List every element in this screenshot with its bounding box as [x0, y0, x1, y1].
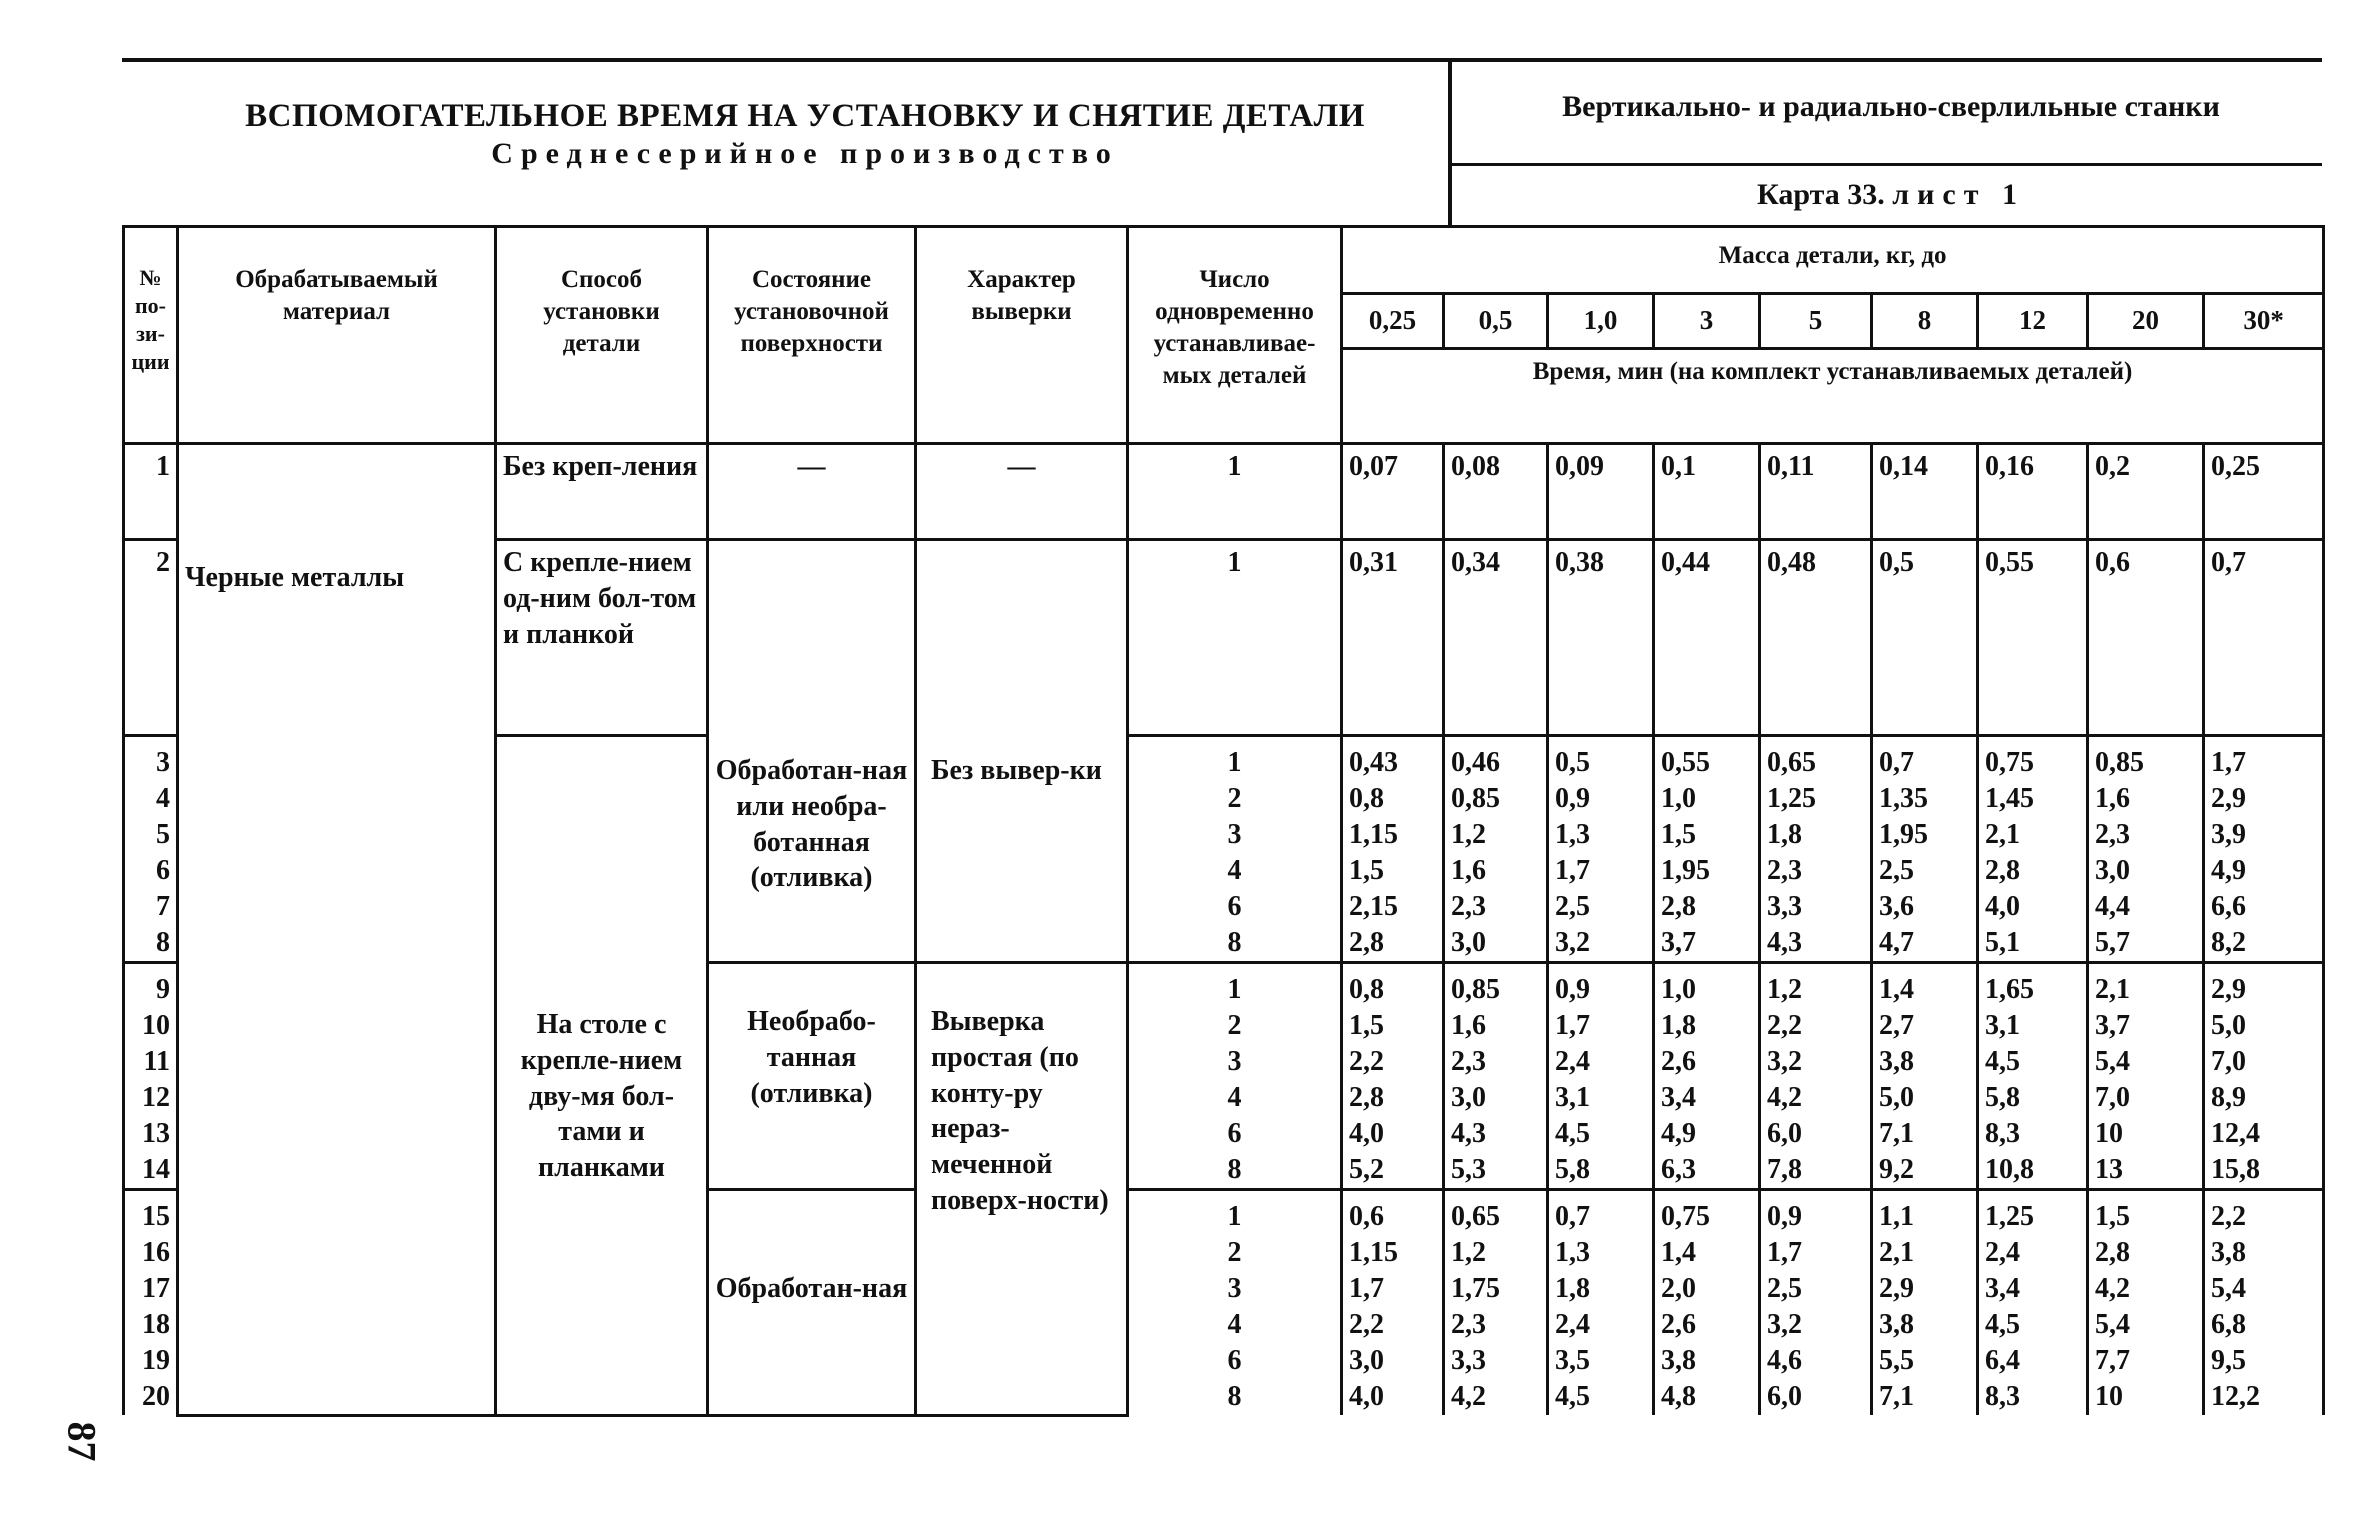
count-cell: 1: [1128, 540, 1342, 736]
time-cell: 3,7: [1654, 925, 1760, 963]
surface-cell: [708, 540, 916, 963]
time-cell: 0,1: [1654, 444, 1760, 540]
row-pos: 5: [124, 817, 178, 853]
time-cell: 2,6: [1654, 1307, 1760, 1343]
time-cell: 0,2: [2088, 444, 2204, 540]
alignment-cell: [916, 963, 1128, 1416]
col-pos: № по-зи-ции: [124, 227, 178, 444]
time-cell: 4,8: [1654, 1379, 1760, 1415]
time-cell: 0,25: [2204, 444, 2324, 540]
row-pos: 15: [124, 1190, 178, 1236]
col-time-header: Время, мин (на комплект устанавливаемых деталей): [1342, 349, 2324, 444]
mass-col: 1,0: [1548, 294, 1654, 349]
time-cell: 1,65: [1978, 963, 2088, 1009]
time-cell: 5,7: [2088, 925, 2204, 963]
time-cell: 4,0: [1342, 1116, 1444, 1152]
time-cell: 0,08: [1444, 444, 1548, 540]
time-cell: 6,0: [1760, 1116, 1872, 1152]
time-cell: 2,5: [1548, 889, 1654, 925]
time-cell: 13: [2088, 1152, 2204, 1190]
time-cell: 0,11: [1760, 444, 1872, 540]
time-cell: 7,8: [1760, 1152, 1872, 1190]
time-cell: 4,5: [1548, 1379, 1654, 1415]
time-cell: 2,6: [1654, 1044, 1760, 1080]
time-cell: 0,14: [1872, 444, 1978, 540]
time-cell: 3,0: [1444, 925, 1548, 963]
time-cell: 3,0: [1342, 1343, 1444, 1379]
time-cell: 0,5: [1548, 736, 1654, 782]
time-cell: 3,4: [1654, 1080, 1760, 1116]
count-cell: 2: [1128, 781, 1342, 817]
method-cell: Без креп-ления: [496, 444, 708, 540]
top-rule: [122, 58, 2322, 62]
time-cell: 5,0: [2204, 1008, 2324, 1044]
time-cell: 7,1: [1872, 1379, 1978, 1415]
time-cell: 5,4: [2204, 1271, 2324, 1307]
mass-col: 30*: [2204, 294, 2324, 349]
row-pos: 4: [124, 781, 178, 817]
material-cell: [178, 444, 496, 1416]
count-cell: 3: [1128, 817, 1342, 853]
time-cell: 1,35: [1872, 781, 1978, 817]
sheet-number: лист 1: [1892, 178, 2025, 211]
time-cell: 0,5: [1872, 540, 1978, 736]
time-cell: 0,16: [1978, 444, 2088, 540]
time-cell: 3,2: [1760, 1044, 1872, 1080]
time-cell: 0,07: [1342, 444, 1444, 540]
time-cell: 6,6: [2204, 889, 2324, 925]
time-cell: 10,8: [1978, 1152, 2088, 1190]
time-cell: 0,48: [1760, 540, 1872, 736]
mass-col: 12: [1978, 294, 2088, 349]
time-cell: 0,6: [1342, 1190, 1444, 1236]
time-cell: 2,8: [1978, 853, 2088, 889]
time-cell: 1,5: [1342, 1008, 1444, 1044]
time-cell: 4,5: [1978, 1044, 2088, 1080]
time-cell: 0,46: [1444, 736, 1548, 782]
time-cell: 3,8: [1872, 1044, 1978, 1080]
time-cell: 3,9: [2204, 817, 2324, 853]
time-cell: 1,25: [1760, 781, 1872, 817]
count-cell: 6: [1128, 1116, 1342, 1152]
count-cell: 6: [1128, 1343, 1342, 1379]
time-cell: 1,7: [1342, 1271, 1444, 1307]
time-cell: 1,3: [1548, 817, 1654, 853]
time-cell: 6,3: [1654, 1152, 1760, 1190]
time-cell: 7,0: [2204, 1044, 2324, 1080]
time-cell: 1,2: [1760, 963, 1872, 1009]
time-cell: 2,2: [1760, 1008, 1872, 1044]
time-cell: 0,55: [1978, 540, 2088, 736]
time-cell: 0,9: [1548, 781, 1654, 817]
time-cell: 3,6: [1872, 889, 1978, 925]
time-cell: 5,1: [1978, 925, 2088, 963]
time-cell: 4,2: [1760, 1080, 1872, 1116]
time-cell: 2,9: [2204, 963, 2324, 1009]
row-pos: 7: [124, 889, 178, 925]
time-cell: 1,3: [1548, 1235, 1654, 1271]
time-cell: 6,8: [2204, 1307, 2324, 1343]
count-cell: 1: [1128, 736, 1342, 782]
count-cell: 6: [1128, 889, 1342, 925]
count-cell: 1: [1128, 963, 1342, 1009]
count-cell: 1: [1128, 1190, 1342, 1236]
time-cell: 1,7: [1760, 1235, 1872, 1271]
row-pos: 17: [124, 1271, 178, 1307]
time-cell: 1,25: [1978, 1190, 2088, 1236]
row-pos: 9: [124, 963, 178, 1009]
alignment-label: Выверка простая (по конту-ру нераз-меченной поверх-ности): [931, 1006, 1109, 1217]
page-number: 87: [59, 1421, 105, 1462]
time-cell: 1,8: [1760, 817, 1872, 853]
row-pos: 1: [124, 444, 178, 540]
row-pos: 10: [124, 1008, 178, 1044]
time-cell: 12,4: [2204, 1116, 2324, 1152]
time-cell: 3,3: [1760, 889, 1872, 925]
row-pos: 14: [124, 1152, 178, 1190]
surface-cell: —: [708, 444, 916, 540]
time-cell: 2,8: [2088, 1235, 2204, 1271]
time-cell: 10: [2088, 1116, 2204, 1152]
time-cell: 2,3: [1760, 853, 1872, 889]
col-mass-header: Масса детали, кг, до: [1342, 227, 2324, 294]
mass-col: 0,25: [1342, 294, 1444, 349]
time-cell: 1,7: [1548, 853, 1654, 889]
time-cell: 3,2: [1760, 1307, 1872, 1343]
time-cell: 2,8: [1342, 1080, 1444, 1116]
time-cell: 2,7: [1872, 1008, 1978, 1044]
count-cell: 8: [1128, 925, 1342, 963]
row-pos: 16: [124, 1235, 178, 1271]
mass-col: 20: [2088, 294, 2204, 349]
time-cell: 2,8: [1654, 889, 1760, 925]
time-cell: 3,2: [1548, 925, 1654, 963]
time-cell: 9,2: [1872, 1152, 1978, 1190]
time-cell: 4,4: [2088, 889, 2204, 925]
method-cell: С крепле-нием од-ним бол-том и планкой: [496, 540, 708, 736]
time-cell: 2,2: [2204, 1190, 2324, 1236]
time-cell: 3,8: [1654, 1343, 1760, 1379]
time-cell: 0,34: [1444, 540, 1548, 736]
time-cell: 0,75: [1654, 1190, 1760, 1236]
time-cell: 0,44: [1654, 540, 1760, 736]
time-cell: 1,5: [1342, 853, 1444, 889]
time-cell: 1,15: [1342, 817, 1444, 853]
time-cell: 10: [2088, 1379, 2204, 1415]
time-cell: 4,5: [1548, 1116, 1654, 1152]
alignment-cell: [916, 540, 1128, 963]
card-label: [1458, 178, 2324, 212]
time-cell: 1,6: [1444, 1008, 1548, 1044]
time-cell: 4,6: [1760, 1343, 1872, 1379]
time-cell: 2,3: [2088, 817, 2204, 853]
count-cell: 4: [1128, 1080, 1342, 1116]
time-cell: 4,2: [2088, 1271, 2204, 1307]
row-pos: 18: [124, 1307, 178, 1343]
surface-label: Необрабо-танная (отливка): [747, 1006, 876, 1109]
surface-label: Обработан-ная или необра-ботанная (отливка): [715, 755, 908, 894]
time-cell: 0,7: [2204, 540, 2324, 736]
row-pos: 11: [124, 1044, 178, 1080]
time-cell: 5,4: [2088, 1307, 2204, 1343]
time-cell: 6,4: [1978, 1343, 2088, 1379]
count-cell: 3: [1128, 1044, 1342, 1080]
time-cell: 4,9: [2204, 853, 2324, 889]
time-cell: 2,3: [1444, 889, 1548, 925]
row-pos: 20: [124, 1379, 178, 1415]
time-cell: 2,4: [1548, 1044, 1654, 1080]
time-cell: 3,7: [2088, 1008, 2204, 1044]
time-cell: 1,95: [1872, 817, 1978, 853]
time-cell: 3,8: [1872, 1307, 1978, 1343]
time-cell: 5,8: [1978, 1080, 2088, 1116]
time-cell: 5,8: [1548, 1152, 1654, 1190]
time-cell: 0,09: [1548, 444, 1654, 540]
time-cell: 7,7: [2088, 1343, 2204, 1379]
time-cell: 1,2: [1444, 1235, 1548, 1271]
time-cell: 0,65: [1760, 736, 1872, 782]
time-cell: 1,5: [1654, 817, 1760, 853]
time-cell: 2,1: [2088, 963, 2204, 1009]
count-cell: 3: [1128, 1271, 1342, 1307]
time-cell: 1,45: [1978, 781, 2088, 817]
surface-cell: [708, 963, 916, 1190]
mass-col: 8: [1872, 294, 1978, 349]
time-cell: 1,1: [1872, 1190, 1978, 1236]
method-cell: [496, 736, 708, 1416]
time-cell: 0,65: [1444, 1190, 1548, 1236]
time-cell: 1,6: [1444, 853, 1548, 889]
time-cell: 1,2: [1444, 817, 1548, 853]
mass-col: 5: [1760, 294, 1872, 349]
machine-type: Вертикально- и радиально-сверлильные станки: [1562, 90, 2220, 123]
time-cell: 5,0: [1872, 1080, 1978, 1116]
time-cell: 1,0: [1654, 781, 1760, 817]
time-cell: 5,3: [1444, 1152, 1548, 1190]
row-pos: 8: [124, 925, 178, 963]
row-pos: 12: [124, 1080, 178, 1116]
time-cell: 2,2: [1342, 1044, 1444, 1080]
time-cell: 2,0: [1654, 1271, 1760, 1307]
col-surface: Состояние установочной поверхности: [708, 227, 916, 444]
time-cell: 3,8: [2204, 1235, 2324, 1271]
time-cell: 4,9: [1654, 1116, 1760, 1152]
time-cell: 0,55: [1654, 736, 1760, 782]
time-cell: 0,75: [1978, 736, 2088, 782]
time-cell: 2,9: [2204, 781, 2324, 817]
time-cell: 4,2: [1444, 1379, 1548, 1415]
time-cell: 1,7: [1548, 1008, 1654, 1044]
col-material: Обрабатываемый материал: [178, 227, 496, 444]
time-cell: 1,95: [1654, 853, 1760, 889]
time-cell: 4,3: [1760, 925, 1872, 963]
time-cell: 3,5: [1548, 1343, 1654, 1379]
row-pos: 3: [124, 736, 178, 782]
time-cell: 2,3: [1444, 1044, 1548, 1080]
time-cell: 5,5: [1872, 1343, 1978, 1379]
material-label: Черные металлы: [185, 562, 405, 593]
time-cell: 1,0: [1654, 963, 1760, 1009]
time-cell: 2,3: [1444, 1307, 1548, 1343]
time-cell: 4,0: [1342, 1379, 1444, 1415]
time-cell: 9,5: [2204, 1343, 2324, 1379]
time-cell: 2,5: [1760, 1271, 1872, 1307]
time-cell: 0,7: [1872, 736, 1978, 782]
row-pos: 2: [124, 540, 178, 736]
time-cell: 1,7: [2204, 736, 2324, 782]
surface-label: Обработан-ная: [715, 1273, 908, 1304]
card-number: Карта 33.: [1757, 178, 1885, 211]
time-cell: 2,1: [1978, 817, 2088, 853]
time-cell: 1,8: [1548, 1271, 1654, 1307]
time-cell: 4,0: [1978, 889, 2088, 925]
time-cell: 0,6: [2088, 540, 2204, 736]
time-cell: 0,8: [1342, 963, 1444, 1009]
time-cell: 4,7: [1872, 925, 1978, 963]
count-cell: 4: [1128, 853, 1342, 889]
time-table: [122, 225, 2325, 1417]
time-cell: 0,43: [1342, 736, 1444, 782]
col-alignment: Характер выверки: [916, 227, 1128, 444]
mass-col: 0,5: [1444, 294, 1548, 349]
alignment-cell: —: [916, 444, 1128, 540]
time-cell: 0,8: [1342, 781, 1444, 817]
count-cell: 4: [1128, 1307, 1342, 1343]
time-cell: 1,75: [1444, 1271, 1548, 1307]
time-cell: 0,85: [1444, 781, 1548, 817]
time-cell: 5,4: [2088, 1044, 2204, 1080]
time-cell: 4,5: [1978, 1307, 2088, 1343]
page-subtitle: Среднесерийное производство: [491, 137, 1119, 170]
time-cell: 1,8: [1654, 1008, 1760, 1044]
time-cell: 7,0: [2088, 1080, 2204, 1116]
time-cell: 8,9: [2204, 1080, 2324, 1116]
count-cell: 2: [1128, 1008, 1342, 1044]
col-method: Способ установки детали: [496, 227, 708, 444]
count-cell: 1: [1128, 444, 1342, 540]
time-cell: 2,1: [1872, 1235, 1978, 1271]
time-cell: 4,3: [1444, 1116, 1548, 1152]
time-cell: 1,6: [2088, 781, 2204, 817]
row-pos: 19: [124, 1343, 178, 1379]
row-pos: 6: [124, 853, 178, 889]
time-cell: 1,4: [1654, 1235, 1760, 1271]
time-cell: 5,2: [1342, 1152, 1444, 1190]
row-pos: 13: [124, 1116, 178, 1152]
count-cell: 8: [1128, 1152, 1342, 1190]
time-cell: 3,4: [1978, 1271, 2088, 1307]
time-cell: 2,2: [1342, 1307, 1444, 1343]
time-cell: 3,3: [1444, 1343, 1548, 1379]
time-cell: 0,31: [1342, 540, 1444, 736]
time-cell: 2,4: [1548, 1307, 1654, 1343]
mass-col: 3: [1654, 294, 1760, 349]
time-cell: 0,7: [1548, 1190, 1654, 1236]
time-cell: 0,9: [1548, 963, 1654, 1009]
count-cell: 2: [1128, 1235, 1342, 1271]
right-header-rule: [1448, 163, 2322, 166]
time-cell: 2,9: [1872, 1271, 1978, 1307]
time-cell: 8,3: [1978, 1379, 2088, 1415]
alignment-label: Без вывер-ки: [931, 755, 1102, 786]
time-cell: 0,38: [1548, 540, 1654, 736]
time-cell: 2,4: [1978, 1235, 2088, 1271]
surface-cell: [708, 1190, 916, 1416]
time-cell: 3,1: [1978, 1008, 2088, 1044]
time-cell: 0,9: [1760, 1190, 1872, 1236]
count-cell: 8: [1128, 1379, 1342, 1415]
time-cell: 7,1: [1872, 1116, 1978, 1152]
col-count: Число одновременно устанавливае-мых деталей: [1128, 227, 1342, 444]
time-cell: 2,5: [1872, 853, 1978, 889]
time-cell: 2,15: [1342, 889, 1444, 925]
time-cell: 1,5: [2088, 1190, 2204, 1236]
time-cell: 8,3: [1978, 1116, 2088, 1152]
time-cell: 12,2: [2204, 1379, 2324, 1415]
time-cell: 15,8: [2204, 1152, 2324, 1190]
time-cell: 8,2: [2204, 925, 2324, 963]
header-divider: [1448, 58, 1452, 226]
time-cell: 6,0: [1760, 1379, 1872, 1415]
time-cell: 1,4: [1872, 963, 1978, 1009]
time-cell: 3,0: [2088, 853, 2204, 889]
time-cell: 0,85: [2088, 736, 2204, 782]
time-cell: 0,85: [1444, 963, 1548, 1009]
method-label: На столе с крепле-нием дву-мя бол-тами и планками: [520, 1009, 683, 1184]
time-cell: 2,8: [1342, 925, 1444, 963]
time-cell: 3,1: [1548, 1080, 1654, 1116]
time-cell: 1,15: [1342, 1235, 1444, 1271]
page-title: ВСПОМОГАТЕЛЬНОЕ ВРЕМЯ НА УСТАНОВКУ И СНЯТИЕ ДЕТАЛИ: [245, 98, 1365, 134]
time-cell: 3,0: [1444, 1080, 1548, 1116]
